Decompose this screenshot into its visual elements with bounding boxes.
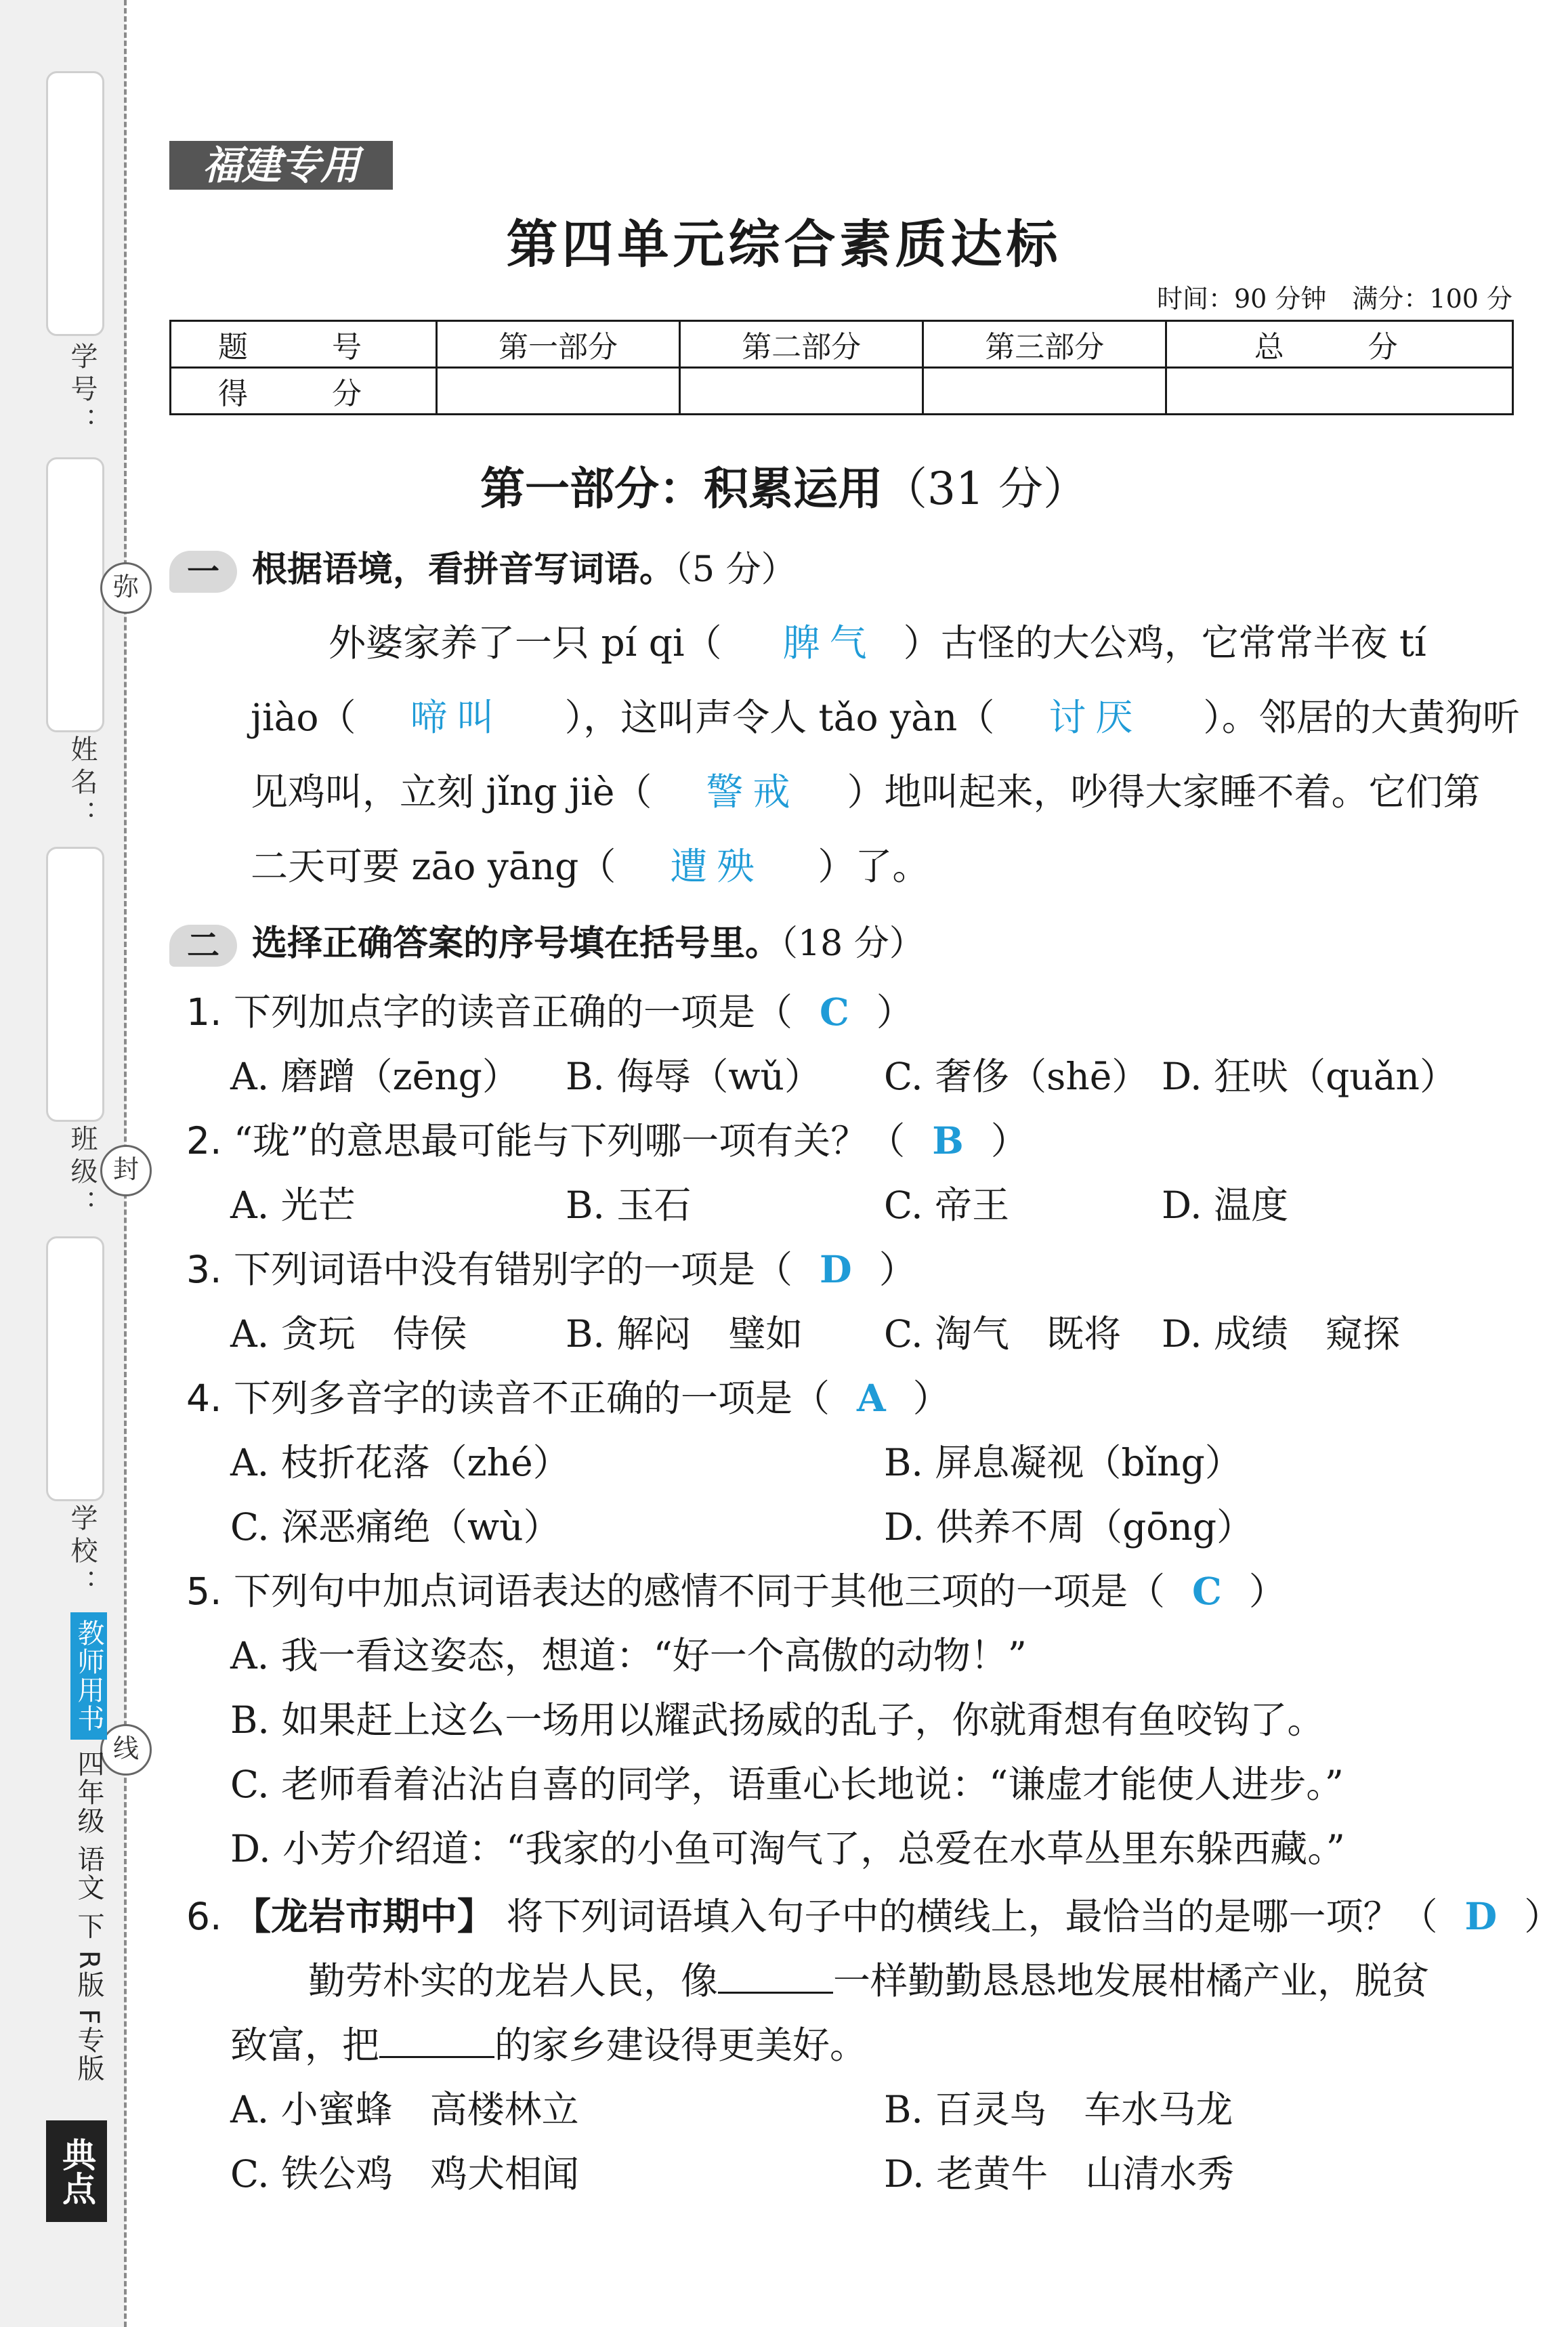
class-label: 班级： <box>66 1125 98 1222</box>
table-cell: 题 号 <box>171 321 437 368</box>
q1-line4 <box>251 837 929 890</box>
option: B. 侮辱（wǔ） <box>566 1055 822 1098</box>
time-info: 时间：90 分钟 满分：100 分 <box>1156 284 1512 314</box>
seal-mark-xian: 线 <box>100 1724 152 1776</box>
answer-choice[interactable]: D <box>819 1247 852 1291</box>
answer-choice[interactable]: A <box>856 1376 886 1420</box>
seal-mark-feng: 封 <box>100 1145 152 1196</box>
score-table-header-row <box>171 321 1513 368</box>
option: B. 解闷 璧如 <box>566 1312 803 1356</box>
table-cell: 得 分 <box>171 368 437 415</box>
table-cell: 第二部分 <box>680 321 923 368</box>
q1-line1 <box>329 613 1426 667</box>
q1-number-badge: 一 <box>169 551 237 593</box>
q2-item2-stem <box>186 1111 1028 1165</box>
text: 外婆家养了一只 pí qi（ <box>329 621 722 665</box>
table-cell: 第一部分 <box>437 321 680 368</box>
region-badge: 福建专用 <box>169 141 393 190</box>
item-number: 4. <box>186 1377 222 1420</box>
score-cell-part3[interactable] <box>923 368 1166 415</box>
option: D. 小芳介绍道：“我家的小鱼可淘气了，总爱在水草丛里东躲西藏。” <box>230 1827 1345 1870</box>
answer-zaoyang[interactable]: 遭殃 <box>670 845 764 888</box>
text: 二天可要 zāo yāng（ <box>251 845 616 888</box>
publisher-logo: 典点 <box>46 2120 107 2222</box>
option: C. 深恶痛绝（wù） <box>230 1505 561 1549</box>
q2-item6-passage-line1 <box>308 1951 1429 2005</box>
text: ） <box>912 1377 950 1420</box>
text: ）地叫起来，吵得大家睡不着。它们第 <box>847 770 1481 814</box>
q2-item4-stem <box>186 1368 950 1422</box>
option: D. 成绩 窥探 <box>1162 1312 1401 1356</box>
q2-points: （18 分） <box>780 923 925 964</box>
q1-line3 <box>251 762 1480 816</box>
answer-taoyan[interactable]: 讨厌 <box>1048 696 1143 739</box>
option: C. 帝王 <box>884 1183 1010 1227</box>
answer-jingjie[interactable]: 警戒 <box>706 770 800 814</box>
option: D. 温度 <box>1162 1183 1289 1227</box>
item-stem: 下列加点字的读音正确的一项是（ <box>233 990 792 1034</box>
q2-item6-stem <box>186 1887 1561 1940</box>
text: 勤劳朴实的龙岩人民，像 <box>308 1959 719 2003</box>
text: jiào（ <box>251 696 356 739</box>
option: A. 光芒 <box>230 1183 356 1227</box>
text: 一样勤勤恳恳地发展柑橘产业，脱贫 <box>833 1959 1430 2003</box>
score-table-score-row <box>171 368 1513 415</box>
option: A. 小蜜蜂 高楼林立 <box>230 2088 579 2131</box>
school-box[interactable] <box>46 1236 104 1501</box>
option: B. 玉石 <box>566 1183 692 1227</box>
school-label: 学校： <box>66 1504 98 1601</box>
answer-tijiao[interactable]: 啼叫 <box>410 696 504 739</box>
source-tag: 【龙岩市期中】 <box>233 1895 494 1938</box>
item-number: 2. <box>186 1119 222 1162</box>
fill-blank[interactable] <box>718 1954 833 1994</box>
text: 致富，把 <box>230 2024 380 2067</box>
q2-number-badge: 二 <box>169 925 237 967</box>
answer-choice[interactable]: C <box>819 990 849 1034</box>
option: A. 磨蹭（zēng） <box>230 1055 520 1098</box>
part1-title: 第一部分：积累运用 <box>480 463 883 515</box>
table-cell: 总 分 <box>1166 321 1513 368</box>
text: 见鸡叫，立刻 jǐng jiè（ <box>251 770 652 814</box>
option: D. 老黄牛 山清水秀 <box>884 2152 1235 2196</box>
q1-heading <box>169 541 797 593</box>
option: C. 老师看着沾沾自喜的同学，语重心长地说：“谦虚才能使人进步。” <box>230 1763 1344 1806</box>
item-stem: “珑”的意思最可能与下列哪一项有关？（ <box>233 1119 906 1162</box>
class-box[interactable] <box>46 847 104 1122</box>
text: ） <box>1248 1570 1286 1613</box>
text: ）了。 <box>818 845 930 888</box>
answer-choice[interactable]: B <box>932 1118 964 1162</box>
text: ）古怪的大公鸡，它常常半夜 tí <box>903 621 1426 665</box>
q2-item6-passage-line2 <box>230 2015 867 2069</box>
option: D. 供养不周（gōng） <box>884 1505 1254 1549</box>
option: C. 铁公鸡 鸡犬相闻 <box>230 2152 580 2196</box>
text: ） <box>878 1248 916 1291</box>
item-stem: 下列多音字的读音不正确的一项是（ <box>233 1377 830 1420</box>
item-number: 1. <box>186 990 222 1034</box>
option: B. 如果赶上这么一场用以耀武扬威的乱子，你就甭想有鱼咬钩了。 <box>230 1698 1325 1742</box>
q2-item1-stem <box>186 982 914 1036</box>
q1-title: 根据语境，看拼音写词语。 <box>252 549 675 590</box>
q2-heading <box>169 915 925 967</box>
option: A. 贪玩 侍侯 <box>230 1312 467 1356</box>
fill-blank[interactable] <box>379 2019 494 2058</box>
item-number: 3. <box>186 1248 222 1291</box>
option: C. 淘气 既将 <box>884 1312 1122 1356</box>
student-id-label: 学号： <box>66 342 98 440</box>
text: ） <box>1524 1895 1562 1938</box>
book-info-band <box>47 1612 108 2107</box>
q2-title: 选择正确答案的序号填在括号里。 <box>252 923 781 964</box>
q1-points: （5 分） <box>675 549 797 590</box>
part1-heading <box>0 453 1568 517</box>
score-table <box>169 320 1514 415</box>
item-number: 5. <box>186 1570 222 1613</box>
answer-choice[interactable]: C <box>1191 1569 1222 1613</box>
item-stem: 将下列词语填入句子中的横线上，最恰当的是哪一项？（ <box>506 1895 1438 1938</box>
item-stem: 下列句中加点词语表达的感情不同于其他三项的一项是（ <box>233 1570 1165 1613</box>
answer-choice[interactable]: D <box>1464 1894 1498 1938</box>
q2-item5-stem <box>186 1561 1286 1615</box>
text: 的家乡建设得更美好。 <box>494 2024 868 2067</box>
item-number: 6. <box>186 1895 222 1938</box>
option: D. 狂吠（quǎn） <box>1162 1055 1457 1098</box>
seal-mark-mi: 弥 <box>100 562 152 614</box>
book-edition-text: 四年级 语文 下 R版 F专版 <box>73 1749 104 2083</box>
option: A. 我一看这姿态，想道：“好一个高傲的动物！” <box>230 1634 1027 1677</box>
q1-line2 <box>251 688 1520 741</box>
part1-points: （31 分） <box>883 463 1088 515</box>
q2-item3-stem <box>186 1240 916 1293</box>
option: B. 百灵鸟 车水马龙 <box>884 2088 1233 2131</box>
text: ）。邻居的大黄狗听 <box>1203 696 1520 739</box>
score-cell-total[interactable] <box>1166 368 1513 415</box>
page-title: 第四单元综合素质达标 <box>506 214 1062 274</box>
table-cell: 第三部分 <box>923 321 1166 368</box>
teacher-edition-tag: 教师用书 <box>70 1612 107 1740</box>
option: A. 枝折花落（zhé） <box>230 1441 570 1484</box>
item-stem: 下列词语中没有错别字的一项是（ <box>233 1248 792 1291</box>
score-cell-part2[interactable] <box>680 368 923 415</box>
option: B. 屏息凝视（bǐng） <box>884 1441 1242 1484</box>
score-cell-part1[interactable] <box>437 368 680 415</box>
option: C. 奢侈（shē） <box>884 1055 1149 1098</box>
answer-piqi[interactable]: 脾气 <box>782 621 876 665</box>
name-label: 姓名： <box>66 735 98 833</box>
text: ） <box>876 990 914 1034</box>
text: ），这叫声令人 tǎo yàn（ <box>564 696 995 739</box>
text: ） <box>990 1119 1028 1162</box>
